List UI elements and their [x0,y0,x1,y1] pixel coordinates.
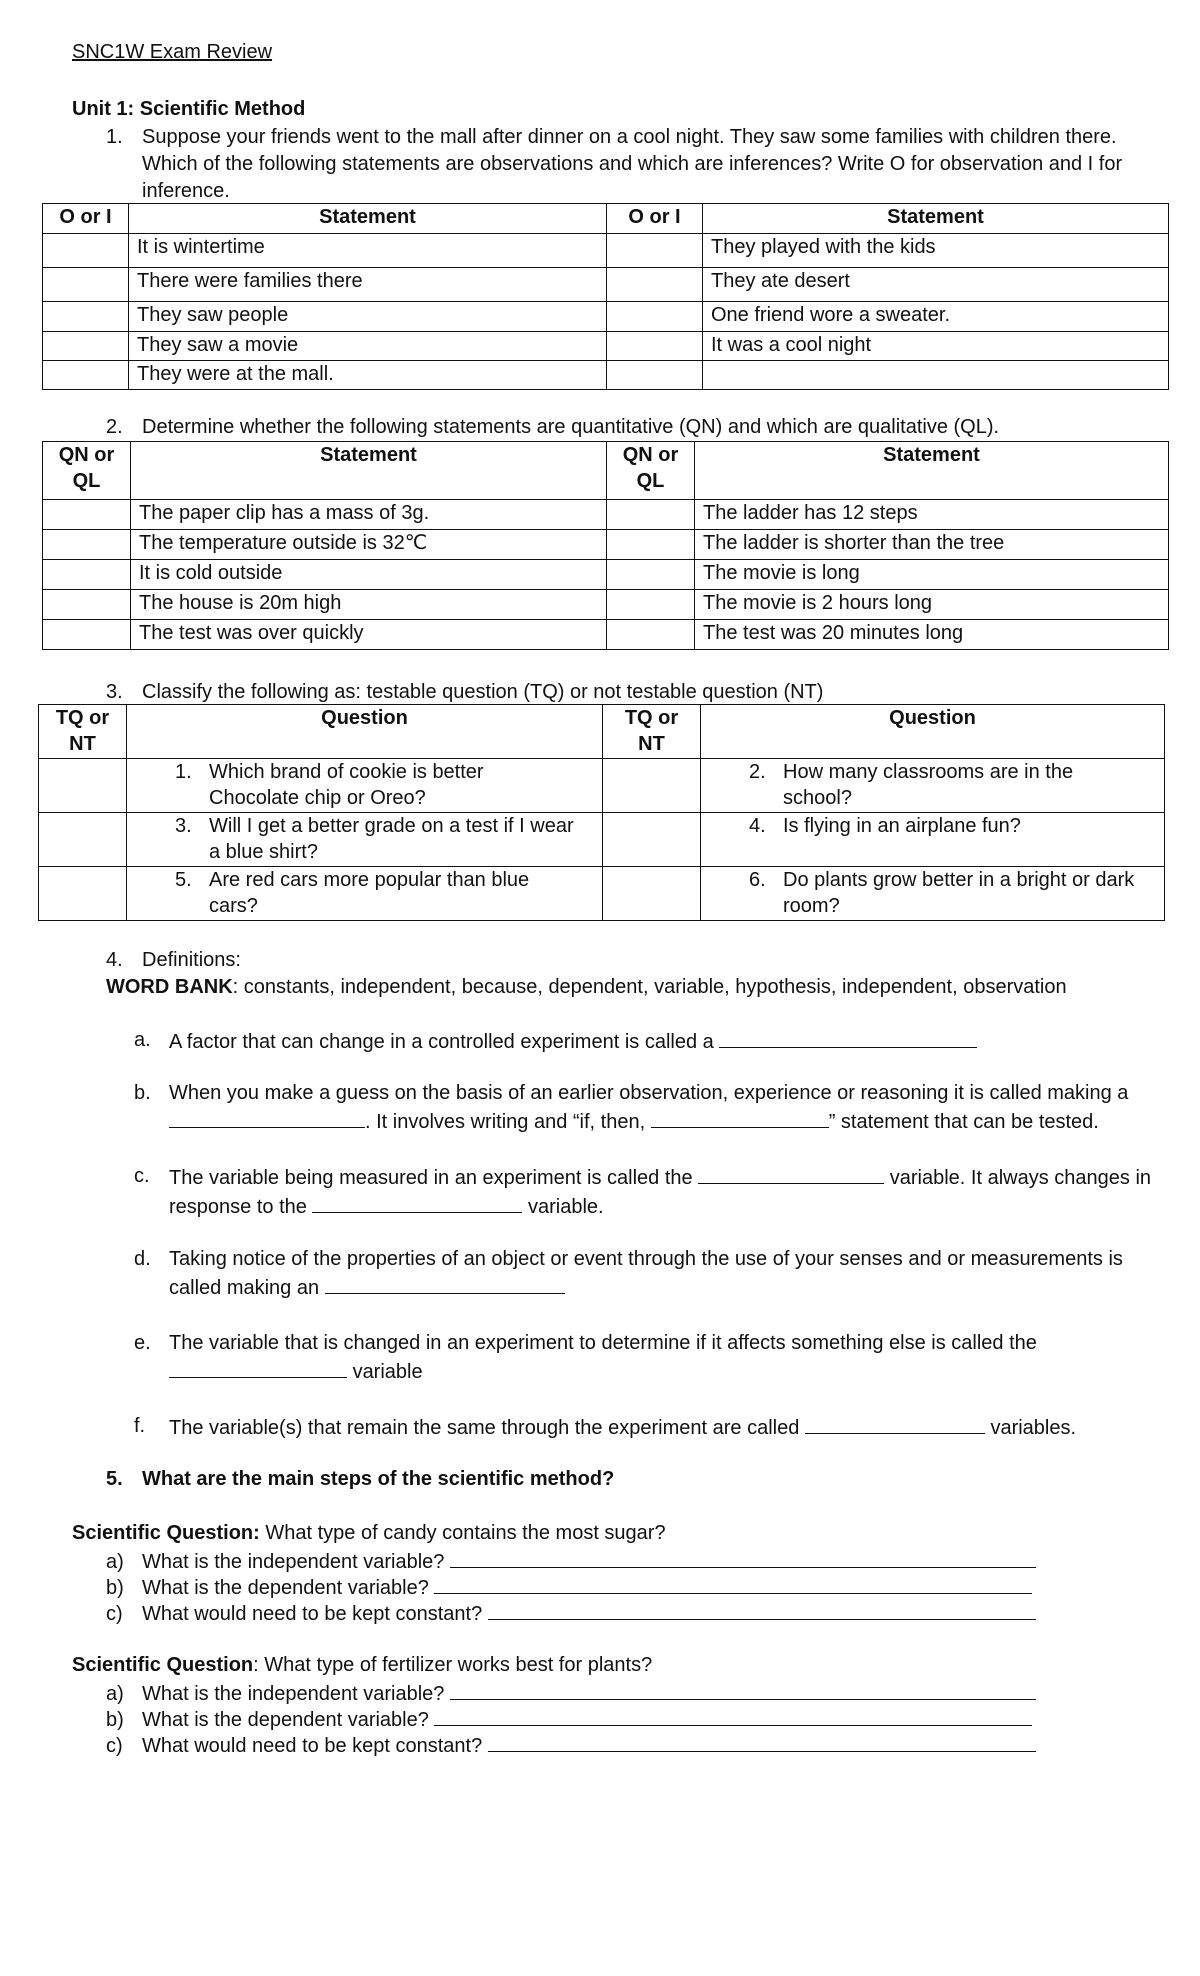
q1-table [42,203,1169,390]
q3-number: 3. [106,681,123,703]
answer-blank[interactable] [651,1107,829,1128]
question-line1: Which brand of cookie is better [209,761,484,783]
definition-text: The variable that is changed in an experiment to determine if it affects something else is called the [169,1332,1037,1354]
item-letter: b. [134,1082,151,1104]
question-line2: school? [783,787,852,809]
table-row [43,268,1169,302]
item-text: What is the dependent variable? [142,1577,429,1599]
answer-blank[interactable] [312,1192,522,1213]
q2-col-answer-line1: QN or [622,444,679,466]
q1-prompt-line1: Suppose your friends went to the mall after dinner on a cool night. They saw some families with children there. [142,126,1117,148]
item-text: What is the independent variable? [142,1551,445,1573]
q1-prompt-line2: Which of the following statements are observations and which are inferences? Write O for observation and I for [142,153,1123,175]
answer-cell[interactable] [39,813,127,867]
item-letter: c. [134,1165,150,1187]
definition-text: response to the [169,1196,307,1218]
answer-cell[interactable] [43,361,129,390]
answer-cell[interactable] [603,813,701,867]
table-row [43,590,1169,620]
q1-col-statement: Statement [129,204,607,234]
table-row [43,361,1169,390]
item-letter: f. [134,1415,146,1437]
statement-cell: The movie is 2 hours long [695,590,1169,620]
answer-cell[interactable] [43,500,131,530]
answer-blank[interactable] [719,1027,977,1048]
answer-blank[interactable] [450,1547,1036,1568]
answer-cell[interactable] [607,620,695,650]
q2-col-answer [43,442,131,500]
answer-cell[interactable] [39,759,127,813]
sq1-item-c [106,1599,1036,1627]
question-cell [127,813,603,867]
answer-cell[interactable] [607,560,695,590]
sq1-item-b [106,1573,1032,1601]
answer-cell[interactable] [43,560,131,590]
statement-cell: They played with the kids [703,234,1169,268]
item-letter: c) [106,1735,123,1757]
definition-text: The variable(s) that remain the same through the experiment are called [169,1417,800,1439]
sq-label: Scientific Question: [72,1522,260,1544]
statement-cell: They ate desert [703,268,1169,302]
q1-col-answer: O or I [43,204,129,234]
q3-table [38,704,1165,921]
question-line2: Chocolate chip or Oreo? [209,787,426,809]
table-row [39,867,1165,921]
statement-cell: One friend wore a sweater. [703,302,1169,332]
statement-cell: The paper clip has a mass of 3g. [131,500,607,530]
q2-col-answer [607,442,695,500]
q5-text: What are the main steps of the scientific method? [142,1468,615,1490]
question-number: 6. [749,869,766,891]
item-letter: e. [134,1332,151,1354]
question-number: 3. [175,815,192,837]
q3-col-question: Question [127,705,603,759]
answer-blank[interactable] [805,1413,985,1434]
item-letter: b) [106,1577,124,1599]
q4-number: 4. [106,949,123,971]
q2-prompt: Determine whether the following statements are quantitative (QN) and which are qualitative (QL). [142,416,1000,438]
answer-cell[interactable] [43,268,129,302]
q2-col-answer-line2: QL [636,470,665,492]
definition-text: Taking notice of the properties of an object or event through the use of your senses and or measurements is [169,1248,1123,1270]
question-line1: Is flying in an airplane fun? [783,815,1021,837]
definition-text: called making an [169,1277,320,1299]
item-letter: a) [106,1551,124,1573]
answer-cell[interactable] [607,530,695,560]
q2-table [42,441,1169,650]
question-cell [127,867,603,921]
question-cell [127,759,603,813]
table-row [43,500,1169,530]
answer-blank[interactable] [434,1573,1032,1594]
scientific-question-2 [72,1653,652,1677]
sq-label: Scientific Question [72,1654,254,1676]
definition-text: When you make a guess on the basis of an earlier observation, experience or reasoning it is called making a [169,1082,1129,1104]
question-line2: a blue shirt? [209,841,318,863]
statement-cell: The test was over quickly [131,620,607,650]
table-row [43,302,1169,332]
sq2-item-c [106,1731,1036,1759]
q2-col-statement: Statement [695,442,1169,500]
q1-number: 1. [106,126,123,148]
statement-cell: The temperature outside is 32℃ [131,530,607,560]
item-text: What is the dependent variable? [142,1709,429,1731]
statement-cell: The test was 20 minutes long [695,620,1169,650]
table-row [43,620,1169,650]
answer-cell[interactable] [607,268,703,302]
statement-cell: The ladder is shorter than the tree [695,530,1169,560]
q3-prompt: Classify the following as: testable question (TQ) or not testable question (NT) [142,681,824,703]
item-letter: b) [106,1709,124,1731]
statement-cell: It is cold outside [131,560,607,590]
statement-cell: It is wintertime [129,234,607,268]
item-letter: a) [106,1683,124,1705]
statement-cell: There were families there [129,268,607,302]
statement-cell: The house is 20m high [131,590,607,620]
table-row [43,560,1169,590]
definition-text: variable. [528,1196,604,1218]
q3-col-answer [603,705,701,759]
word-bank-label: WORD BANK [106,976,233,998]
q1-col-answer: O or I [607,204,703,234]
statement-cell: They saw people [129,302,607,332]
answer-cell[interactable] [607,302,703,332]
item-text: What would need to be kept constant? [142,1735,483,1757]
table-row [43,234,1169,268]
item-text: What is the independent variable? [142,1683,445,1705]
item-letter: a. [134,1029,151,1051]
answer-blank[interactable] [325,1273,565,1294]
answer-cell[interactable] [43,530,131,560]
answer-cell[interactable] [39,867,127,921]
answer-cell[interactable] [603,759,701,813]
answer-cell[interactable] [43,234,129,268]
answer-blank[interactable] [488,1599,1036,1620]
answer-cell[interactable] [43,590,131,620]
statement-cell: It was a cool night [703,332,1169,361]
question-line1: Are red cars more popular than blue [209,869,530,891]
sq-text: : What type of fertilizer works best for plants? [253,1654,653,1676]
statement-cell: They saw a movie [129,332,607,361]
statement-cell: They were at the mall. [129,361,607,390]
definition-text: A factor that can change in a controlled experiment is called a [169,1031,714,1053]
word-bank [106,975,1067,999]
answer-blank[interactable] [434,1705,1032,1726]
item-letter: c) [106,1603,123,1625]
answer-cell[interactable] [607,500,695,530]
question-line1: Do plants grow better in a bright or dark [783,869,1135,891]
question-number: 5. [175,869,192,891]
answer-cell[interactable] [43,332,129,361]
answer-blank[interactable] [488,1731,1036,1752]
q3-col-answer-line2: NT [69,733,96,755]
answer-cell[interactable] [607,332,703,361]
q3-col-question: Question [701,705,1165,759]
q3-col-answer [39,705,127,759]
scientific-question-1 [72,1521,666,1545]
q1-col-statement: Statement [703,204,1169,234]
table-row [39,813,1165,867]
answer-blank[interactable] [169,1107,365,1128]
q5-number: 5. [106,1468,123,1490]
table-row [43,530,1169,560]
question-cell [701,813,1165,867]
q3-col-answer-line2: NT [638,733,665,755]
definition-text: variable. It always changes in [889,1167,1152,1189]
question-line1: Will I get a better grade on a test if I wear [209,815,574,837]
answer-blank[interactable] [169,1357,347,1378]
definition-text: variables. [990,1417,1077,1439]
statement-cell: The ladder has 12 steps [695,500,1169,530]
table-row [39,759,1165,813]
answer-blank[interactable] [698,1163,884,1184]
question-number: 1. [175,761,192,783]
unit-heading: Unit 1: Scientific Method [72,98,306,120]
question-cell [701,867,1165,921]
sq1-item-a [106,1547,1036,1575]
sq-text: What type of candy contains the most sugar? [259,1522,666,1544]
sq2-item-b [106,1705,1032,1733]
sq2-item-a [106,1679,1036,1707]
definition-text: . It involves writing and “if, then, [365,1111,646,1133]
statement-cell: The movie is long [695,560,1169,590]
item-text: What would need to be kept constant? [142,1603,483,1625]
question-line1: How many classrooms are in the [783,761,1074,783]
answer-cell[interactable] [607,361,703,390]
question-number: 4. [749,815,766,837]
definition-text: The variable being measured in an experiment is called the [169,1167,693,1189]
word-bank-list: : constants, independent, because, dependent, variable, hypothesis, independent, observation [232,976,1067,998]
answer-cell[interactable] [607,590,695,620]
answer-cell[interactable] [43,302,129,332]
question-line2: cars? [209,895,258,917]
q3-col-answer-line1: TQ or [55,707,110,729]
question-cell [701,759,1165,813]
table-row [43,332,1169,361]
statement-cell [703,361,1169,390]
answer-cell[interactable] [603,867,701,921]
answer-cell[interactable] [607,234,703,268]
definition-text: variable [352,1361,423,1383]
q2-col-statement: Statement [131,442,607,500]
q3-col-answer-line1: TQ or [624,707,679,729]
answer-blank[interactable] [450,1679,1036,1700]
doc-title: SNC1W Exam Review [72,41,273,63]
question-line2: room? [783,895,840,917]
q4-title: Definitions: [142,949,241,971]
q2-number: 2. [106,416,123,438]
q2-col-answer-line2: QL [72,470,101,492]
q1-prompt-line3: inference. [142,180,230,202]
definition-text: ” statement that can be tested. [828,1111,1099,1133]
question-number: 2. [749,761,766,783]
item-letter: d. [134,1248,151,1270]
answer-cell[interactable] [43,620,131,650]
q2-col-answer-line1: QN or [58,444,115,466]
